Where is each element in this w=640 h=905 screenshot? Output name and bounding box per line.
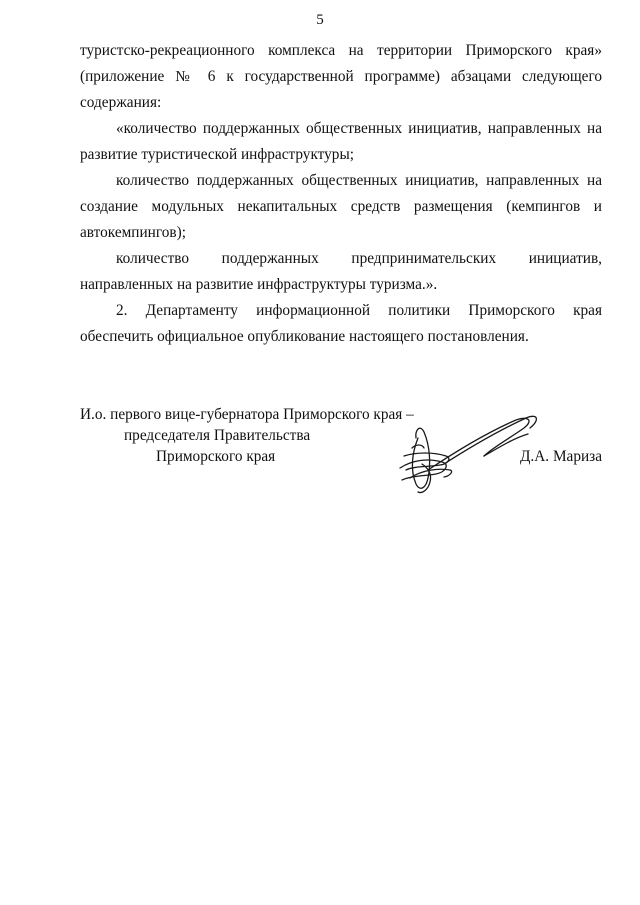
paragraph-publication-order: 2. Департаменту информационной политики Приморского края обеспечить официальное опубликование настоящего постановления.	[80, 302, 602, 345]
paragraph-continuation: туристско-рекреационного комплекса на территории Приморского края» (приложение № 6 к государственной программе) абзацами следующего содержания:	[80, 42, 602, 111]
handwritten-signature	[388, 408, 548, 500]
signatory-title-line-1: И.о. первого вице-губернатора Приморского края –	[80, 406, 414, 423]
paragraph-public-initiatives-modular-accommodation: количество поддержанных общественных инициатив, направленных на создание модульных некапитальных средств размещения (кемпингов и автокемпингов);	[80, 172, 602, 241]
paragraph-business-initiatives: количество поддержанных предпринимательских инициатив, направленных на развитие инфраструктуры туризма.».	[80, 250, 602, 293]
signatory-title-line-3: Приморского края	[156, 448, 276, 465]
signatory-name: Д.А. Мариза	[519, 448, 602, 465]
signatory-title-line-2: председателя Правительства	[124, 427, 311, 444]
paragraph-public-initiatives-infrastructure: «количество поддержанных общественных инициатив, направленных на развитие туристической инфраструктуры;	[80, 120, 602, 163]
document-body	[80, 38, 602, 350]
page-number: 5	[316, 12, 324, 28]
